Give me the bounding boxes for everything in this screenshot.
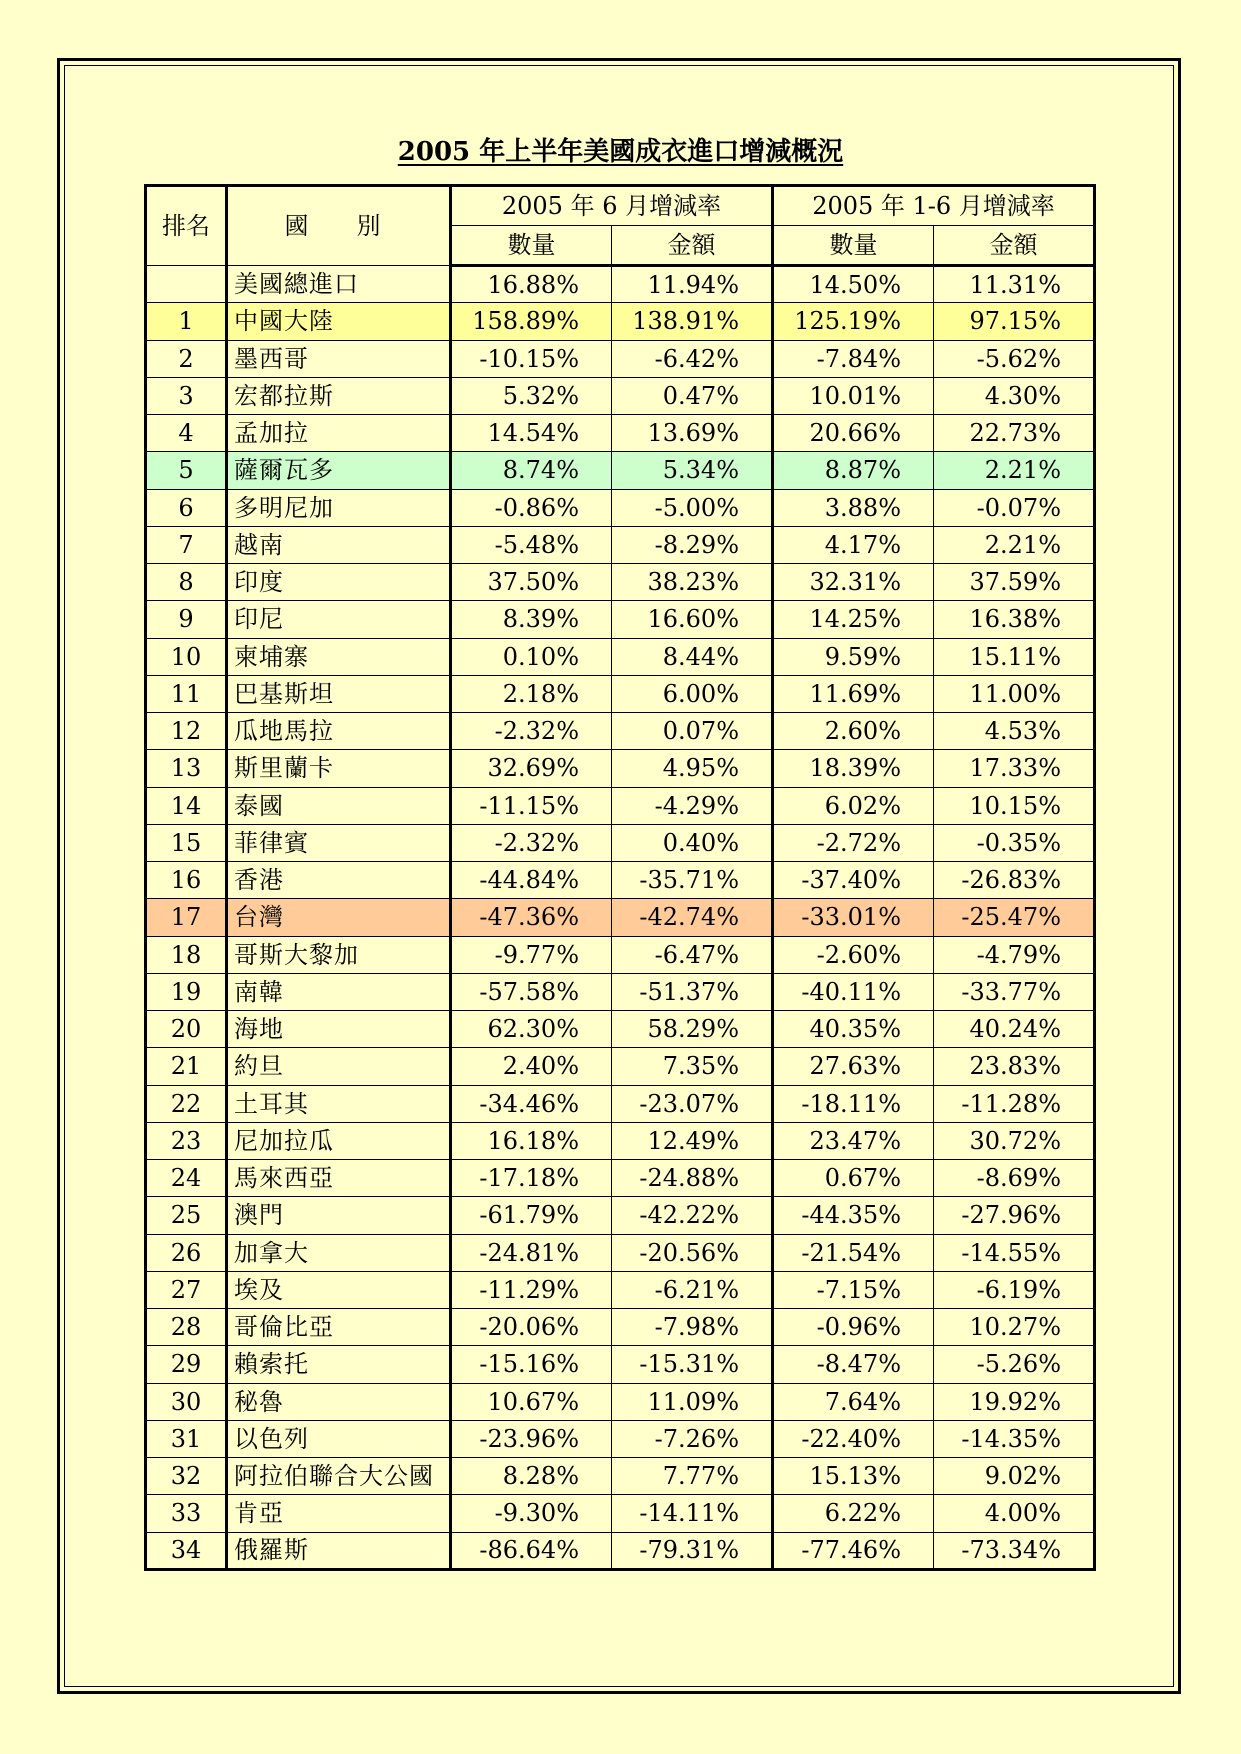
rank-cell: 27 — [146, 1271, 227, 1308]
june-quantity-cell: -5.48% — [451, 526, 612, 563]
june-quantity-cell: 62.30% — [451, 1011, 612, 1048]
jan-jun-value-cell: 11.31% — [934, 266, 1095, 303]
rank-cell: 28 — [146, 1309, 227, 1346]
country-cell: 台灣 — [227, 899, 451, 936]
jan-jun-quantity-cell: -18.11% — [773, 1085, 934, 1122]
rank-cell: 23 — [146, 1122, 227, 1159]
jan-jun-value-cell: 4.00% — [934, 1495, 1095, 1532]
country-cell: 哥斯大黎加 — [227, 936, 451, 973]
jan-jun-quantity-cell: -7.84% — [773, 340, 934, 377]
jan-jun-value-cell: 97.15% — [934, 303, 1095, 340]
june-value-cell: 0.40% — [612, 824, 773, 861]
jan-jun-value-cell: 19.92% — [934, 1383, 1095, 1420]
table-row — [146, 1309, 1095, 1346]
jan-jun-quantity-cell: -21.54% — [773, 1234, 934, 1271]
header-group-june: 2005 年 6 月增減率 — [451, 186, 773, 226]
jan-jun-value-cell: 17.33% — [934, 750, 1095, 787]
june-value-cell: 0.47% — [612, 377, 773, 414]
table-body — [146, 266, 1095, 1570]
country-cell: 印度 — [227, 564, 451, 601]
june-value-cell: -42.22% — [612, 1197, 773, 1234]
june-value-cell: 8.44% — [612, 638, 773, 675]
country-cell: 瓜地馬拉 — [227, 713, 451, 750]
rank-cell: 3 — [146, 377, 227, 414]
table-row — [146, 415, 1095, 452]
june-value-cell: 7.35% — [612, 1048, 773, 1085]
table-row — [146, 1122, 1095, 1159]
table-row — [146, 713, 1095, 750]
table-row — [146, 787, 1095, 824]
june-value-cell: 38.23% — [612, 564, 773, 601]
jan-jun-quantity-cell: 8.87% — [773, 452, 934, 489]
header-row-groups — [146, 186, 1095, 226]
june-quantity-cell: -2.32% — [451, 824, 612, 861]
june-value-cell: -20.56% — [612, 1234, 773, 1271]
jan-jun-quantity-cell: -7.15% — [773, 1271, 934, 1308]
jan-jun-value-cell: 9.02% — [934, 1458, 1095, 1495]
table-row — [146, 1160, 1095, 1197]
rank-cell: 17 — [146, 899, 227, 936]
june-quantity-cell: -24.81% — [451, 1234, 612, 1271]
june-quantity-cell: -44.84% — [451, 862, 612, 899]
jan-jun-value-cell: -11.28% — [934, 1085, 1095, 1122]
country-cell: 印尼 — [227, 601, 451, 638]
rank-cell: 18 — [146, 936, 227, 973]
june-quantity-cell: -47.36% — [451, 899, 612, 936]
document-title: 2005 年上半年美國成衣進口增減概況 — [397, 137, 844, 167]
rank-cell: 13 — [146, 750, 227, 787]
country-cell: 菲律賓 — [227, 824, 451, 861]
june-quantity-cell: 37.50% — [451, 564, 612, 601]
jan-jun-value-cell: 2.21% — [934, 452, 1095, 489]
rank-cell: 30 — [146, 1383, 227, 1420]
rank-cell: 15 — [146, 824, 227, 861]
june-quantity-cell: 10.67% — [451, 1383, 612, 1420]
rank-cell: 29 — [146, 1346, 227, 1383]
jan-jun-value-cell: 4.30% — [934, 377, 1095, 414]
country-cell: 美國總進口 — [227, 266, 451, 303]
rank-cell: 4 — [146, 415, 227, 452]
table-row — [146, 1383, 1095, 1420]
june-quantity-cell: -0.86% — [451, 489, 612, 526]
jan-jun-quantity-cell: 14.50% — [773, 266, 934, 303]
country-cell: 海地 — [227, 1011, 451, 1048]
country-cell: 香港 — [227, 862, 451, 899]
jan-jun-quantity-cell: 15.13% — [773, 1458, 934, 1495]
jan-jun-quantity-cell: -2.60% — [773, 936, 934, 973]
country-cell: 斯里蘭卡 — [227, 750, 451, 787]
june-value-cell: 12.49% — [612, 1122, 773, 1159]
jan-jun-value-cell: -5.26% — [934, 1346, 1095, 1383]
june-quantity-cell: 2.40% — [451, 1048, 612, 1085]
june-value-cell: -35.71% — [612, 862, 773, 899]
country-cell: 孟加拉 — [227, 415, 451, 452]
jan-jun-quantity-cell: 23.47% — [773, 1122, 934, 1159]
jan-jun-quantity-cell: -37.40% — [773, 862, 934, 899]
header-country: 國 別 — [227, 186, 451, 266]
country-cell: 土耳其 — [227, 1085, 451, 1122]
jan-jun-value-cell: -14.35% — [934, 1420, 1095, 1457]
jan-jun-value-cell: 4.53% — [934, 713, 1095, 750]
country-cell: 柬埔寨 — [227, 638, 451, 675]
june-value-cell: -7.26% — [612, 1420, 773, 1457]
june-value-cell: 11.09% — [612, 1383, 773, 1420]
june-quantity-cell: -86.64% — [451, 1532, 612, 1569]
jan-jun-quantity-cell: 125.19% — [773, 303, 934, 340]
jan-jun-value-cell: -14.55% — [934, 1234, 1095, 1271]
country-cell: 墨西哥 — [227, 340, 451, 377]
june-quantity-cell: -11.29% — [451, 1271, 612, 1308]
rank-cell: 20 — [146, 1011, 227, 1048]
country-cell: 肯亞 — [227, 1495, 451, 1532]
table-row — [146, 638, 1095, 675]
country-cell: 以色列 — [227, 1420, 451, 1457]
jan-jun-value-cell: 15.11% — [934, 638, 1095, 675]
jan-jun-quantity-cell: 9.59% — [773, 638, 934, 675]
rank-cell: 32 — [146, 1458, 227, 1495]
rank-cell: 14 — [146, 787, 227, 824]
table-row — [146, 1271, 1095, 1308]
june-quantity-cell: 8.28% — [451, 1458, 612, 1495]
june-quantity-cell: -23.96% — [451, 1420, 612, 1457]
june-value-cell: -8.29% — [612, 526, 773, 563]
june-quantity-cell: 14.54% — [451, 415, 612, 452]
rank-cell: 34 — [146, 1532, 227, 1569]
rank-cell: 16 — [146, 862, 227, 899]
rank-cell: 7 — [146, 526, 227, 563]
jan-jun-value-cell: -25.47% — [934, 899, 1095, 936]
table-row — [146, 489, 1095, 526]
june-quantity-cell: 0.10% — [451, 638, 612, 675]
jan-jun-value-cell: 10.27% — [934, 1309, 1095, 1346]
table-row — [146, 1085, 1095, 1122]
jan-jun-value-cell: 30.72% — [934, 1122, 1095, 1159]
country-cell: 阿拉伯聯合大公國 — [227, 1458, 451, 1495]
rank-cell: 10 — [146, 638, 227, 675]
june-quantity-cell: -57.58% — [451, 973, 612, 1010]
table-row — [146, 1495, 1095, 1532]
june-value-cell: -6.21% — [612, 1271, 773, 1308]
jan-jun-value-cell: -33.77% — [934, 973, 1095, 1010]
rank-cell: 21 — [146, 1048, 227, 1085]
table-row — [146, 1420, 1095, 1457]
jan-jun-quantity-cell: 4.17% — [773, 526, 934, 563]
country-cell: 南韓 — [227, 973, 451, 1010]
country-cell: 宏都拉斯 — [227, 377, 451, 414]
jan-jun-quantity-cell: -8.47% — [773, 1346, 934, 1383]
jan-jun-quantity-cell: 6.22% — [773, 1495, 934, 1532]
jan-jun-value-cell: -27.96% — [934, 1197, 1095, 1234]
rank-cell: 5 — [146, 452, 227, 489]
country-cell: 尼加拉瓜 — [227, 1122, 451, 1159]
jan-jun-value-cell: 16.38% — [934, 601, 1095, 638]
june-value-cell: 4.95% — [612, 750, 773, 787]
june-value-cell: -7.98% — [612, 1309, 773, 1346]
jan-jun-value-cell: 23.83% — [934, 1048, 1095, 1085]
june-value-cell: -79.31% — [612, 1532, 773, 1569]
rank-cell: 31 — [146, 1420, 227, 1457]
rank-cell: 1 — [146, 303, 227, 340]
table-row — [146, 601, 1095, 638]
jan-jun-quantity-cell: 32.31% — [773, 564, 934, 601]
country-cell: 哥倫比亞 — [227, 1309, 451, 1346]
jan-jun-quantity-cell: 11.69% — [773, 675, 934, 712]
jan-jun-quantity-cell: -33.01% — [773, 899, 934, 936]
june-quantity-cell: 158.89% — [451, 303, 612, 340]
header-june-value: 金額 — [612, 226, 773, 266]
jan-jun-value-cell: -8.69% — [934, 1160, 1095, 1197]
country-cell: 秘魯 — [227, 1383, 451, 1420]
header-june-quantity: 數量 — [451, 226, 612, 266]
june-value-cell: -42.74% — [612, 899, 773, 936]
june-value-cell: 138.91% — [612, 303, 773, 340]
june-quantity-cell: -11.15% — [451, 787, 612, 824]
june-quantity-cell: -2.32% — [451, 713, 612, 750]
jan-jun-quantity-cell: -40.11% — [773, 973, 934, 1010]
rank-cell: 12 — [146, 713, 227, 750]
june-value-cell: 6.00% — [612, 675, 773, 712]
country-cell: 埃及 — [227, 1271, 451, 1308]
table-row — [146, 750, 1095, 787]
jan-jun-value-cell: -5.62% — [934, 340, 1095, 377]
june-quantity-cell: -10.15% — [451, 340, 612, 377]
jan-jun-quantity-cell: -0.96% — [773, 1309, 934, 1346]
rank-cell: 26 — [146, 1234, 227, 1271]
table-row — [146, 377, 1095, 414]
jan-jun-quantity-cell: 7.64% — [773, 1383, 934, 1420]
june-value-cell: -14.11% — [612, 1495, 773, 1532]
jan-jun-value-cell: -0.35% — [934, 824, 1095, 861]
rank-cell: 6 — [146, 489, 227, 526]
jan-jun-quantity-cell: 10.01% — [773, 377, 934, 414]
june-value-cell: 13.69% — [612, 415, 773, 452]
june-value-cell: -24.88% — [612, 1160, 773, 1197]
june-quantity-cell: -20.06% — [451, 1309, 612, 1346]
table-row — [146, 1011, 1095, 1048]
rank-cell: 19 — [146, 973, 227, 1010]
country-cell: 賴索托 — [227, 1346, 451, 1383]
june-value-cell: -6.42% — [612, 340, 773, 377]
table-row — [146, 564, 1095, 601]
rank-cell: 9 — [146, 601, 227, 638]
jan-jun-value-cell: 11.00% — [934, 675, 1095, 712]
jan-jun-quantity-cell: -77.46% — [773, 1532, 934, 1569]
jan-jun-value-cell: 22.73% — [934, 415, 1095, 452]
rank-cell: 24 — [146, 1160, 227, 1197]
june-value-cell: 58.29% — [612, 1011, 773, 1048]
rank-cell: 33 — [146, 1495, 227, 1532]
rank-cell: 22 — [146, 1085, 227, 1122]
table-row — [146, 899, 1095, 936]
header-jan-jun-quantity: 數量 — [773, 226, 934, 266]
jan-jun-quantity-cell: 0.67% — [773, 1160, 934, 1197]
june-quantity-cell: -17.18% — [451, 1160, 612, 1197]
country-cell: 中國大陸 — [227, 303, 451, 340]
june-value-cell: 0.07% — [612, 713, 773, 750]
jan-jun-quantity-cell: 18.39% — [773, 750, 934, 787]
june-value-cell: -6.47% — [612, 936, 773, 973]
table-row — [146, 824, 1095, 861]
country-cell: 薩爾瓦多 — [227, 452, 451, 489]
table-row — [146, 1532, 1095, 1569]
table-row — [146, 936, 1095, 973]
table-row — [146, 1197, 1095, 1234]
table-row — [146, 675, 1095, 712]
jan-jun-value-cell: -4.79% — [934, 936, 1095, 973]
june-quantity-cell: -61.79% — [451, 1197, 612, 1234]
june-quantity-cell: -34.46% — [451, 1085, 612, 1122]
june-value-cell: 11.94% — [612, 266, 773, 303]
jan-jun-value-cell: -73.34% — [934, 1532, 1095, 1569]
jan-jun-value-cell: 37.59% — [934, 564, 1095, 601]
jan-jun-quantity-cell: -44.35% — [773, 1197, 934, 1234]
jan-jun-quantity-cell: 27.63% — [773, 1048, 934, 1085]
june-value-cell: -51.37% — [612, 973, 773, 1010]
jan-jun-quantity-cell: -2.72% — [773, 824, 934, 861]
june-quantity-cell: -9.30% — [451, 1495, 612, 1532]
june-quantity-cell: 8.74% — [451, 452, 612, 489]
jan-jun-value-cell: -6.19% — [934, 1271, 1095, 1308]
table-row — [146, 973, 1095, 1010]
table-row — [146, 862, 1095, 899]
table-row — [146, 1234, 1095, 1271]
rank-cell — [146, 266, 227, 303]
jan-jun-quantity-cell: 14.25% — [773, 601, 934, 638]
import-change-table — [144, 184, 1096, 1571]
country-cell: 巴基斯坦 — [227, 675, 451, 712]
june-quantity-cell: 5.32% — [451, 377, 612, 414]
june-quantity-cell: -9.77% — [451, 936, 612, 973]
rank-cell: 11 — [146, 675, 227, 712]
june-value-cell: 5.34% — [612, 452, 773, 489]
header-group-jan-jun: 2005 年 1-6 月增減率 — [773, 186, 1095, 226]
june-value-cell: -5.00% — [612, 489, 773, 526]
table-row — [146, 526, 1095, 563]
jan-jun-quantity-cell: -22.40% — [773, 1420, 934, 1457]
june-quantity-cell: 16.88% — [451, 266, 612, 303]
rank-cell: 2 — [146, 340, 227, 377]
june-value-cell: -23.07% — [612, 1085, 773, 1122]
june-quantity-cell: -15.16% — [451, 1346, 612, 1383]
rank-cell: 8 — [146, 564, 227, 601]
june-quantity-cell: 8.39% — [451, 601, 612, 638]
june-quantity-cell: 32.69% — [451, 750, 612, 787]
table-row — [146, 303, 1095, 340]
june-value-cell: 7.77% — [612, 1458, 773, 1495]
table-row — [146, 1458, 1095, 1495]
table-row — [146, 1346, 1095, 1383]
country-cell: 約旦 — [227, 1048, 451, 1085]
table-row — [146, 1048, 1095, 1085]
country-cell: 澳門 — [227, 1197, 451, 1234]
june-value-cell: 16.60% — [612, 601, 773, 638]
rank-cell: 25 — [146, 1197, 227, 1234]
june-value-cell: -15.31% — [612, 1346, 773, 1383]
jan-jun-quantity-cell: 6.02% — [773, 787, 934, 824]
jan-jun-quantity-cell: 20.66% — [773, 415, 934, 452]
country-cell: 多明尼加 — [227, 489, 451, 526]
country-cell: 馬來西亞 — [227, 1160, 451, 1197]
country-cell: 越南 — [227, 526, 451, 563]
country-cell: 俄羅斯 — [227, 1532, 451, 1569]
jan-jun-value-cell: 40.24% — [934, 1011, 1095, 1048]
june-value-cell: -4.29% — [612, 787, 773, 824]
country-cell: 泰國 — [227, 787, 451, 824]
jan-jun-value-cell: 10.15% — [934, 787, 1095, 824]
jan-jun-quantity-cell: 3.88% — [773, 489, 934, 526]
table-row — [146, 452, 1095, 489]
jan-jun-quantity-cell: 2.60% — [773, 713, 934, 750]
june-quantity-cell: 2.18% — [451, 675, 612, 712]
jan-jun-value-cell: -0.07% — [934, 489, 1095, 526]
header-jan-jun-value: 金額 — [934, 226, 1095, 266]
country-cell: 加拿大 — [227, 1234, 451, 1271]
table-row — [146, 340, 1095, 377]
jan-jun-quantity-cell: 40.35% — [773, 1011, 934, 1048]
header-rank: 排名 — [146, 186, 227, 266]
jan-jun-value-cell: -26.83% — [934, 862, 1095, 899]
june-quantity-cell: 16.18% — [451, 1122, 612, 1159]
table-row — [146, 266, 1095, 303]
jan-jun-value-cell: 2.21% — [934, 526, 1095, 563]
